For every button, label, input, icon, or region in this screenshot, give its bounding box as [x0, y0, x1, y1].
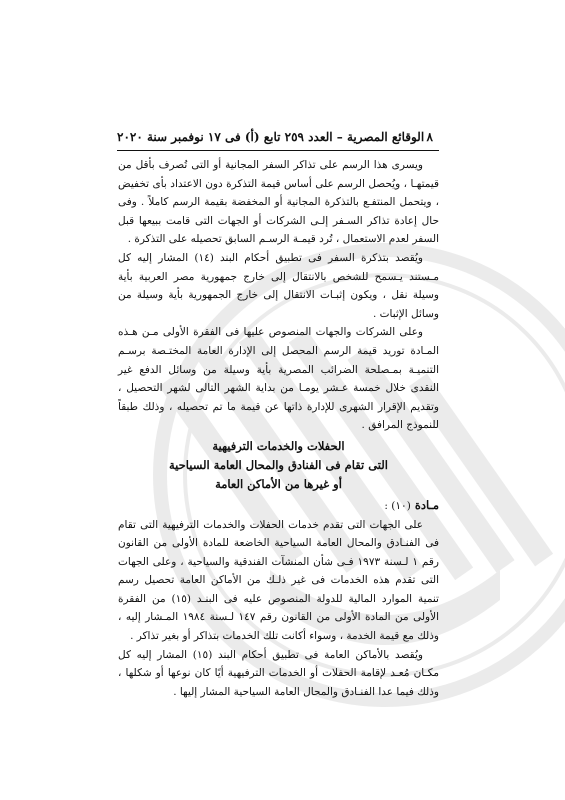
- document-body: [118, 156, 439, 701]
- paragraph: ويُقصد بتذكرة السفر فى تطبيق أحكام البند (١٤) المشار إليه كل مـستند يـسمح للشخص بالانتقال إلى خارج جمهورية مصر العربية بأية وسيلة نقل ، ويكون إثبـات الانتقال إلى خارج الجمهورية بأية وسيلة من وسائل الإثبات .: [118, 251, 439, 320]
- paragraph: وعلى الشركات والجهات المنصوص عليها فى الفقرة الأولى مـن هـذه المـادة توريد قيمة الرسم المحصل إلى الإدارة العامة المختـصة برسـم التنميـة بمـصلحة الضرائب المصرية بأية وسيلة من وسائل الدفع غير النقدى خلال خمسة عـشر يومـا من بداية الشهر التالى لشهر التحصيل ، وتقديم الإقرار الشهرى للإدارة ذاتها عن قيمة ما تم تحصيله ، وذلك طبقاً للنموذج المرافق .: [118, 326, 439, 432]
- page-header: [117, 130, 433, 150]
- section-title-line: التى تقام فى الفنادق والمحال العامة السياحية: [169, 457, 388, 472]
- paragraph: على الجهات التى تقدم خدمات الحفلات والخدمات الترفيهية التى تقام فى الفنـادق والمحال العامة السياحية الخاضعة للمادة الأولى من القانون رقم ١ لـسنة ١٩٧٣ فـى شأن المنشآت الفندقية والسياحية ، وعلى الجهات التى تقدم هذه الخدمات فى غير ذلـك من الأماكن العامة تحصيل رسم تنمية الموارد المالية للدولة المنصوص عليه فى البنـد (١٥) من الفقرة الأولى من المادة الأولى من القانون رقم ١٤٧ لـسنة ١٩٨٤ المـشار إليه ، وذلك مع قيمة الخدمة ، وسواء أكانت تلك الخدمات بتذاكر أو بغير تذاكر .: [118, 518, 440, 643]
- header-title: الوقائع المصرية – العدد ٢٥٩ تابع (أ) فى ١٧ نوفمبر سنة ٢٠٢٠: [117, 130, 425, 144]
- paragraph: ويُقصد بالأماكن العامة فى تطبيق أحكام البند (١٥) المشار إليه كل مكـان مُعـد لإقامة الحفلات أو الخدمات الترفيهية أيًا كان نوعها أو شكلها ، وذلك فيما عدا الفنـادق والمحال العامة السياحية المشار إليها .: [118, 648, 439, 698]
- page-number: ٨: [426, 130, 433, 144]
- paragraph: ويسرى هذا الرسم على تذاكر السفر المجانية أو التى تُصرف بأقل من قيمتهـا ، ويُحصل الرسم على أساس قيمة التذكرة دون الاعتداد بأى تخفيض ، ويتحمل المنتفـع بالتذكرة المجانية أو المخفضة بقيمة الرسم كاملاً . وفى حال إعادة تذاكر السـفر إلـى الشركات أو الجهات التى قامت ببيعها قبل السفر لعدم الاستعمال ، تُرد قيمـة الرسـم السابق تحصيله على التذكرة .: [118, 159, 439, 246]
- article-heading: [118, 496, 439, 516]
- article-label: مـادة: [414, 497, 439, 512]
- section-title-line: أو غيرها من الأماكن العامة: [215, 476, 342, 491]
- section-title-line: الحفلات والخدمات الترفيهية: [212, 438, 345, 453]
- article-number: (١٠) :: [384, 499, 411, 512]
- header-divider: [117, 150, 439, 151]
